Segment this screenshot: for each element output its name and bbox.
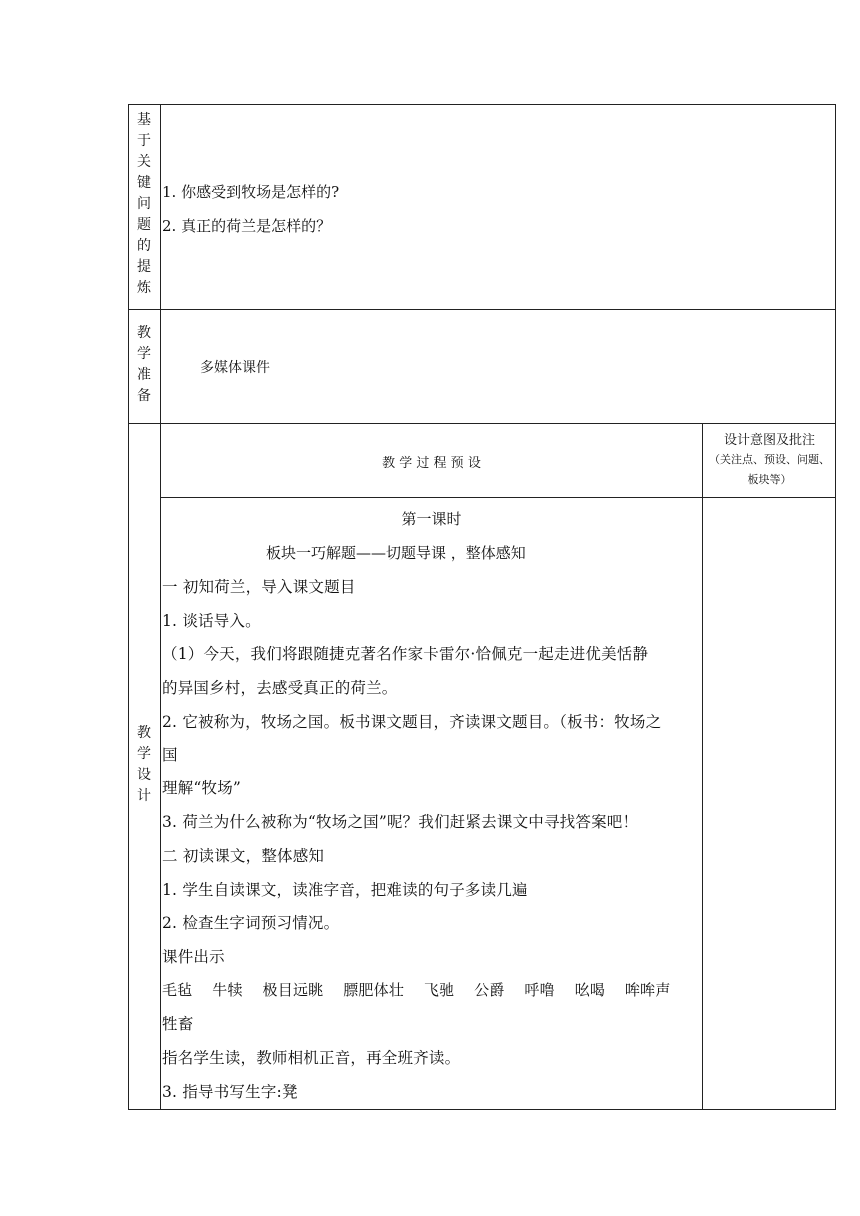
label-char: 准 <box>137 367 151 383</box>
label-char: 计 <box>137 788 151 804</box>
body-line: 课件出示 <box>162 948 225 966</box>
key-questions-label <box>129 110 159 299</box>
notes-header-title: 设计意图及批注 <box>723 433 815 448</box>
body-line: 1. 学生自读课文，读准字音，把难读的句子多读几遍 <box>162 881 528 899</box>
notes-header-sub: （关注点、预设、问题、 <box>709 453 830 466</box>
key-question-1: 1. 你感受到牧场是怎样的? <box>162 183 340 201</box>
body-line: 3. 指导书写生字:凳 <box>162 1083 298 1101</box>
label-char: 提 <box>137 259 151 275</box>
process-header: 教 学 过 程 预 设 <box>382 456 481 471</box>
body-line: 3. 荷兰为什么被称为“牧场之国”呢？我们赶紧去课文中寻找答案吧！ <box>162 813 639 831</box>
preparation-content: 多媒体课件 <box>200 360 270 376</box>
body-line: 一 初知荷兰，导入课文题目 <box>162 578 356 596</box>
label-char: 学 <box>137 746 151 762</box>
label-char: 备 <box>137 388 151 404</box>
label-char: 教 <box>137 725 151 741</box>
label-char: 设 <box>137 767 151 783</box>
body-line: 二 初读课文，整体感知 <box>162 847 325 865</box>
label-char: 问 <box>137 196 151 212</box>
label-char: 基 <box>137 112 151 128</box>
body-line: 牲畜 <box>162 1015 194 1033</box>
preparation-label <box>129 323 159 407</box>
body-line: 国 <box>162 746 178 764</box>
label-char: 关 <box>137 154 151 170</box>
label-column-divider <box>160 104 161 1110</box>
label-char: 学 <box>137 346 151 362</box>
lesson-plan-table <box>128 104 836 1110</box>
row-divider <box>128 309 836 310</box>
body-line: 1. 谈话导入。 <box>162 612 261 630</box>
notes-header-sub: 板块等） <box>747 473 792 486</box>
row-divider <box>128 423 836 424</box>
design-label <box>129 723 159 807</box>
lesson-title: 第一课时 <box>401 510 462 528</box>
body-line: 的异国乡村，去感受真正的荷兰。 <box>162 679 398 697</box>
label-char: 于 <box>137 133 151 149</box>
vocabulary-line: 毛毡 牛犊 极目远眺 膘肥体壮 飞驰 公爵 呼噜 吆喝 哞哞声 <box>162 981 671 999</box>
key-question-2: 2. 真正的荷兰是怎样的？ <box>162 217 332 235</box>
label-char: 炼 <box>137 280 151 296</box>
body-line: 指名学生读，教师相机正音，再全班齐读。 <box>162 1049 461 1067</box>
label-char: 教 <box>137 325 151 341</box>
header-divider <box>160 497 836 498</box>
label-char: 的 <box>137 238 151 254</box>
label-char: 键 <box>137 175 151 191</box>
body-line: 2. 它被称为，牧场之国。板书课文题目，齐读课文题目。（板书：牧场之 <box>162 713 662 731</box>
body-line: （1）今天，我们将跟随捷克著名作家卡雷尔·恰佩克一起走进优美恬静 <box>162 645 649 663</box>
body-line: 理解“牧场” <box>162 779 242 797</box>
notes-column-divider <box>702 423 703 1110</box>
section-title: 板块一巧解题——切题导课 ，整体感知 <box>266 544 526 562</box>
body-line: 2. 检查生字词预习情况。 <box>162 914 340 932</box>
label-char: 题 <box>137 217 151 233</box>
